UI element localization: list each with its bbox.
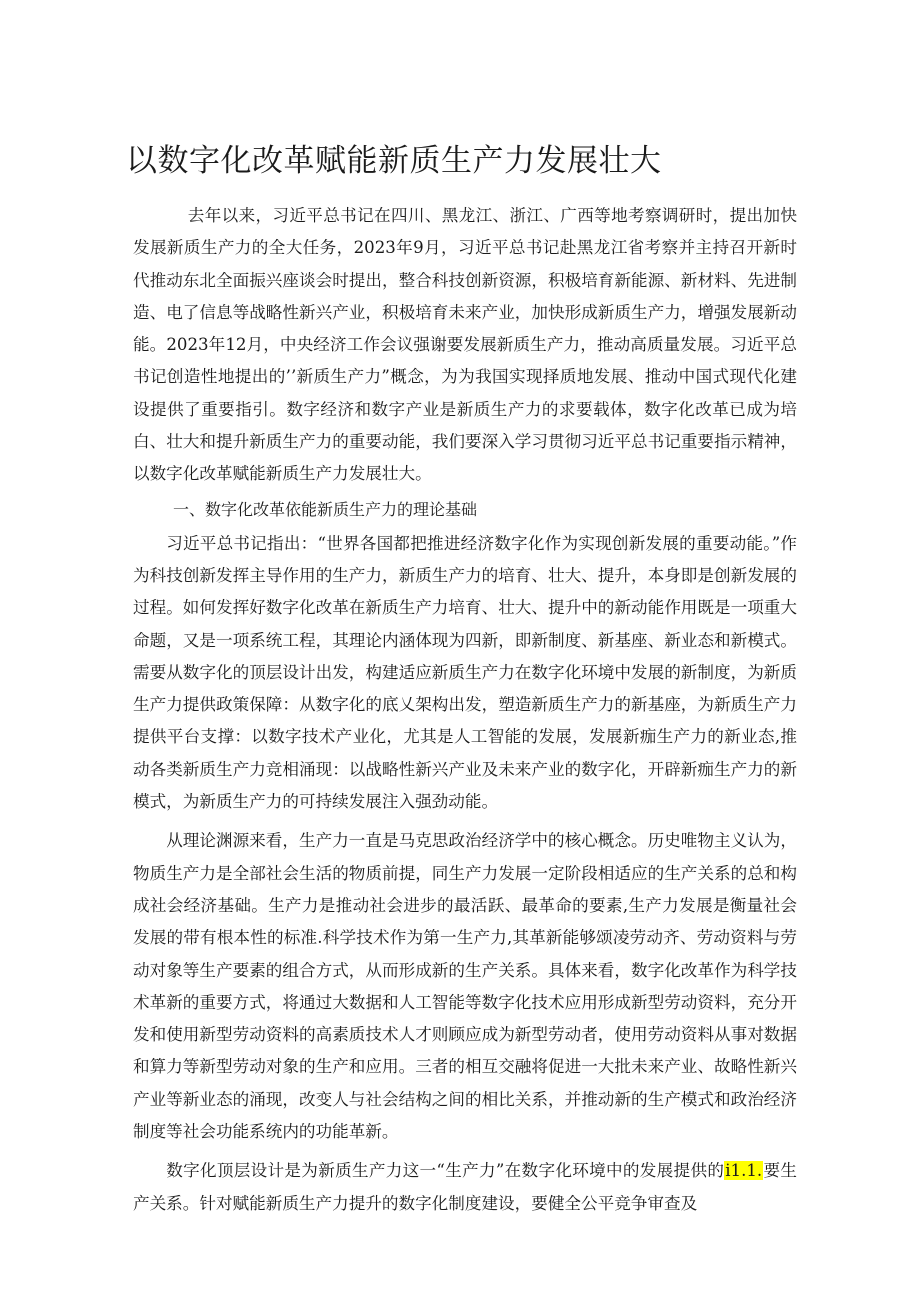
paragraph-3 — [133, 1155, 797, 1220]
document-title: 以数字化改革赋能新质生产力发展壮大 — [126, 143, 662, 179]
document-body — [133, 200, 797, 1220]
paragraph-1: 习近平总书记指出：“世界各国都把推进经济数字化作为实现创新发展的重要动能。”作为科技创新发挥主导作用的生产力，新质生产力的培育、壮大、提升，本身即是创新发展的过程。如何发挥好数字化改革在新质生产力培育、壮大、提升中的新动能作用既是一项重大命题，又是一项系统工程，其理论内涵体现为四新，即新制度、新基座、新业态和新模式。需要从数字化的顶层设计出发，构建适应新质生产力在数字化环境中发展的新制度，为新质生产力提供政策保障：从数字化的底乂架构出发，塑造新质生产力的新基座，为新质生产力提供平台支撑：以数字技术产业化，尤其是人工智能的发展，发展新痂生产力的新业态,推动各类新质生产力竞相涌现：以战略性新兴产业及未来产业的数字化，开辟新痂生产力的新模式，为新质生产力的可持续发展注入强劲动能。 — [133, 533, 797, 812]
section-heading-1: 一、数字化改革依能新质生产力的理论基础 — [173, 499, 478, 519]
paragraph-2: 从理论渊源来看，生产力一直是马克思政治经济学中的核心概念。历史唯物主义认为，物质生产力是全部社会生活的物质前提，同生产力发展一定阶段相适应的生产关系的总和构成社会经济基础。生产力是推动社会进步的最活跃、最革命的要素,生产力发展是衡量社会发展的带有根本性的标准.科学技术作为第一生产力,其革新能够颂凌劳动齐、劳动资料与劳动对象等生产要素的组合方式，从而形成新的生产关系。具体来看，数字化改革作为科学技术革新的重要方式，将通过大数据和人工智能等数字化技术应用形成新型劳动资料，充分开发和使用新型劳动资料的高素质技术人才则顾应成为新型劳动者，使用劳动资料从事对数据和算力等新型劳动对象的生产和应用。三者的相互交融将促进一大批未来产业、故略性新兴产业等新业态的涌现，改变人与社会结构之间的相比关系，并推动新的生产模式和政治经济制度等社会功能系统内的功能革新。 — [133, 831, 797, 1142]
paragraph-3-start: 数字化顶层设计是为新质生产力这一“生产力”在数字化环境中的发展提供的 — [166, 1161, 725, 1181]
highlighted-text: i1.1. — [725, 1161, 763, 1181]
intro-paragraph: 去年以来，习近平总书记在四川、黑龙江、浙江、广西等地考察调研时，提出加快发展新质生产力的全大任务，2023年9月，习近平总书记赴黑龙江省考察并主持召开新时代推动东北全面振兴座谈会时提出，整合科技创新资源，积极培育新能源、新材料、先进制造、电了信息等战略性新兴产业，积极培育未来产业，加快形成新质生产力，增强发展新动能。2023年12月，中央经济工作会议强谢要发展新质生产力，推动高质量发展。习近平总书记创造性地提出的’’新质生产力”概念，为为我国实现择质地发展、推动中国式现代化建设提供了重要指引。数字经济和数字产业是新质生产力的求要载体，数字化改革已成为培白、壮大和提升新质生产力的重要动能，我们要深入学习贯彻习近平总书记重要指示精神，以数字化改革赋能新质生产力发展壮大。 — [133, 206, 797, 484]
paragraph-3-end: 要生产关系。针对赋能新质生产力提升的数字化制度建设，要健全公平竞争审查及 — [133, 1161, 797, 1213]
